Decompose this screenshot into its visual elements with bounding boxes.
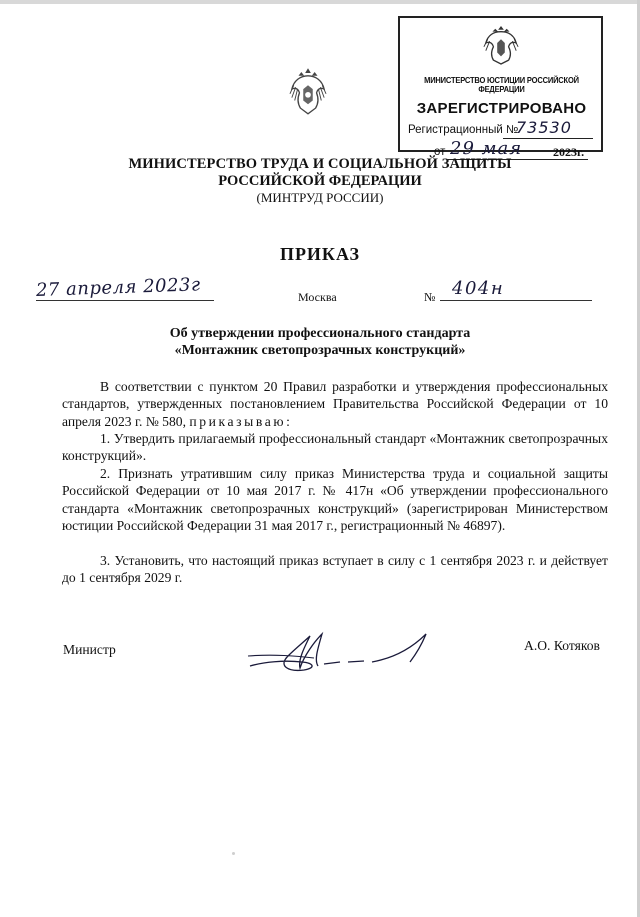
stamp-date-year: 2023г. (553, 145, 585, 159)
scan-edge-top (0, 0, 640, 4)
org-short-name: (МИНТРУД РОССИИ) (256, 190, 384, 205)
clause-2: 2. Признать утратившим силу приказ Министерства труда и социальной защиты Российской Федерации от 10 мая 2017 г. № 417н «Об утверждении профессионального стандарта «Монтажник светопрозрачных конструкций» (зарегистрирован Министерством юстиции Российской Федерации 31 мая 2017 г., регистрационный № 46897). (62, 466, 608, 534)
org-name-line1: МИНИСТЕРСТВО ТРУДА И СОЦИАЛЬНОЙ ЗАЩИТЫ (128, 156, 512, 172)
stamp-reg-number: 73530 (516, 118, 572, 137)
clause-3: 3. Установить, что настоящий приказ вступает в силу с 1 сентября 2023 г. и действует до 1 сентября 2029 г. (62, 553, 608, 586)
body-paragraph-3 (62, 552, 608, 587)
emblem-icon (289, 66, 327, 116)
body-paragraph-1 (62, 430, 608, 465)
signatory-role: Министр (63, 642, 116, 657)
stamp-date-prefix: от (434, 146, 446, 158)
subject-line1: Об утверждении профессионального стандарта (169, 326, 471, 341)
order-date-line (36, 300, 214, 301)
clause-1: 1. Утвердить прилагаемый профессиональный стандарт «Монтажник светопрозрачных конструкций». (62, 431, 608, 464)
stamp-date-handwritten: 29 мая (450, 138, 523, 159)
body-paragraph-2 (62, 465, 608, 535)
org-name-line2: РОССИЙСКОЙ ФЕДЕРАЦИИ (218, 173, 422, 189)
order-number-line (440, 300, 592, 301)
registration-stamp (398, 16, 603, 159)
order-word: приказываю: (189, 413, 293, 429)
city: Москва (298, 290, 337, 304)
stamp-ministry-name: МИНИСТЕРСТВО ЮСТИЦИИ РОССИЙСКОЙ ФЕДЕРАЦИИ (424, 76, 579, 94)
order-date-handwritten: 27 апреля 2023г (35, 274, 201, 301)
document-type: ПРИКАЗ (279, 244, 361, 264)
stamp-reg-label: Регистрационный № (408, 124, 519, 136)
order-number-prefix: № (424, 290, 436, 304)
preamble-text: В соответствии с пунктом 20 Правил разработки и утверждения профессиональных стандартов, утвержденных постановлением Правительства Российской Федерации от 10 апреля 2023 г. № 580, (62, 379, 608, 429)
body-paragraph-0 (62, 378, 608, 430)
signatory-name: А.О. Котяков (524, 638, 600, 653)
subject-line2: «Монтажник светопрозрачных конструкций» (174, 343, 466, 358)
order-number-handwritten: 404н (452, 278, 505, 299)
signature-icon (244, 626, 440, 678)
scan-speck (232, 852, 235, 855)
stamp-emblem-icon (482, 22, 520, 66)
stamp-status: ЗАРЕГИСТРИРОВАНО (416, 100, 587, 117)
